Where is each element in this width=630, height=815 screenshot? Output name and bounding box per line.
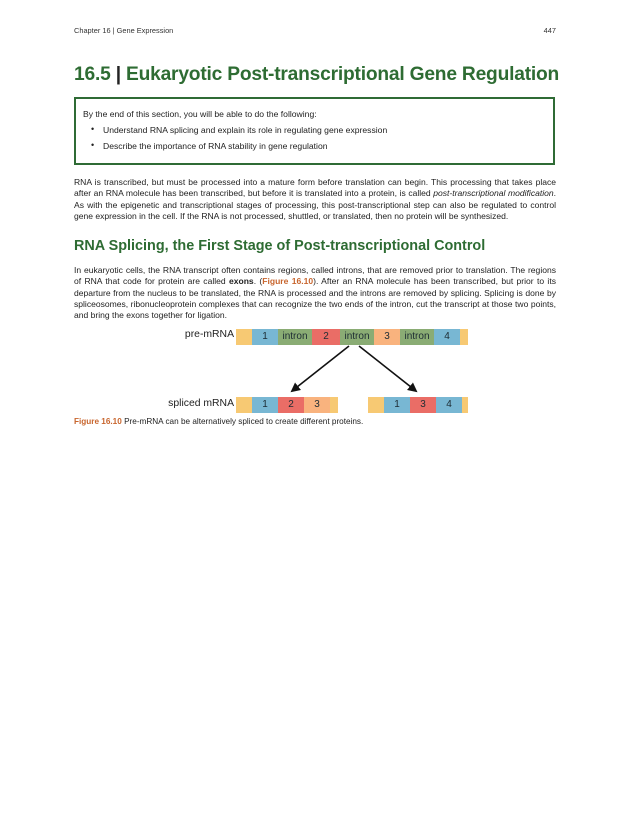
intro-paragraph xyxy=(74,177,556,222)
bullet-icon: • xyxy=(91,140,95,150)
subsection-title: RNA Splicing, the First Stage of Post-transcriptional Control xyxy=(74,238,486,254)
page-number: 447 xyxy=(543,26,556,35)
section-number: 16.5 xyxy=(74,64,111,85)
learning-objectives-box xyxy=(74,97,555,165)
pre-intron-2: intron xyxy=(340,329,374,345)
objective-item xyxy=(83,125,553,135)
figure-reference-link[interactable]: Figure 16.10 xyxy=(262,276,314,287)
section-title-text: Eukaryotic Post-transcriptional Gene Regulation xyxy=(126,64,560,85)
arrow-to-variant-a xyxy=(292,346,349,391)
figure-caption xyxy=(74,417,556,426)
pre-mrna-label: pre-mRNA xyxy=(184,329,234,340)
spliced-a-exon-3: 3 xyxy=(304,397,330,413)
para1-part1: RNA is transcribed, but must be processed into a mature form before translation can begin. This processing that takes place after an RNA molecule has been transcribed, but before it is translated into a protein, is called xyxy=(74,177,556,199)
para2-part3: ). After an RNA molecule has been transcribed, but prior to its departure from the nucleus to be translated, the RNA is processed and the introns are removed by splicing. Splicing is done by spliceosomes, ribonucleoprotein complexes that can recognize the two ends of the intron, cut the transcript at those two points, and bring the exons together for ligation. xyxy=(74,276,556,321)
spliced-a-exon-1: 1 xyxy=(252,397,278,413)
section-title xyxy=(74,64,564,86)
spliced-b-exon-1: 1 xyxy=(384,397,410,413)
pre-intron-3: intron xyxy=(400,329,434,345)
objective-item xyxy=(83,141,553,151)
splicing-paragraph xyxy=(74,265,556,321)
pre-exon-2: 2 xyxy=(312,329,340,345)
figure-number: Figure 16.10 xyxy=(74,417,122,426)
objective-text: Understand RNA splicing and explain its role in regulating gene expression xyxy=(103,125,388,135)
caption-text: Pre-mRNA can be alternatively spliced to create different proteins. xyxy=(121,417,364,426)
para2-part2: . ( xyxy=(253,276,263,287)
spliced-a-exon-2: 2 xyxy=(278,397,304,413)
objectives-list xyxy=(83,125,553,151)
term-post-transcriptional: post-transcriptional modification xyxy=(433,188,554,199)
pre-exon-3: 3 xyxy=(374,329,400,345)
para1-part2: . As with the epigenetic and transcriptional stages of processing, this post-transcriptional step can also be regulated to control gene expression in the cell. If the RNA is not processed, shuttled, or translated, then no protein will be synthesized. xyxy=(74,188,557,221)
term-exons: exons xyxy=(228,276,254,287)
bullet-icon: • xyxy=(91,124,95,134)
pre-exon-4: 4 xyxy=(434,329,460,345)
spliced-b-exon-4: 4 xyxy=(436,397,462,413)
objective-text: Describe the importance of RNA stability in gene regulation xyxy=(103,141,328,151)
spliced-b-exon-3: 3 xyxy=(410,397,436,413)
chapter-title: Chapter 16 | Gene Expression xyxy=(74,26,174,35)
pre-exon-1: 1 xyxy=(252,329,278,345)
spliced-mrna-label: spliced mRNA xyxy=(168,398,234,409)
title-separator: | xyxy=(115,64,121,85)
para2-part1: In eukaryotic cells, the RNA transcript often contains regions, called introns, that are removed prior to translation. The regions of RNA that code for protein are called xyxy=(74,265,556,287)
splicing-arrows xyxy=(150,324,490,420)
running-header xyxy=(74,26,556,38)
pre-intron-1: intron xyxy=(278,329,312,345)
splicing-diagram xyxy=(150,324,490,420)
objectives-intro: By the end of this section, you will be able to do the following: xyxy=(83,109,317,119)
arrow-to-variant-b xyxy=(359,346,416,391)
